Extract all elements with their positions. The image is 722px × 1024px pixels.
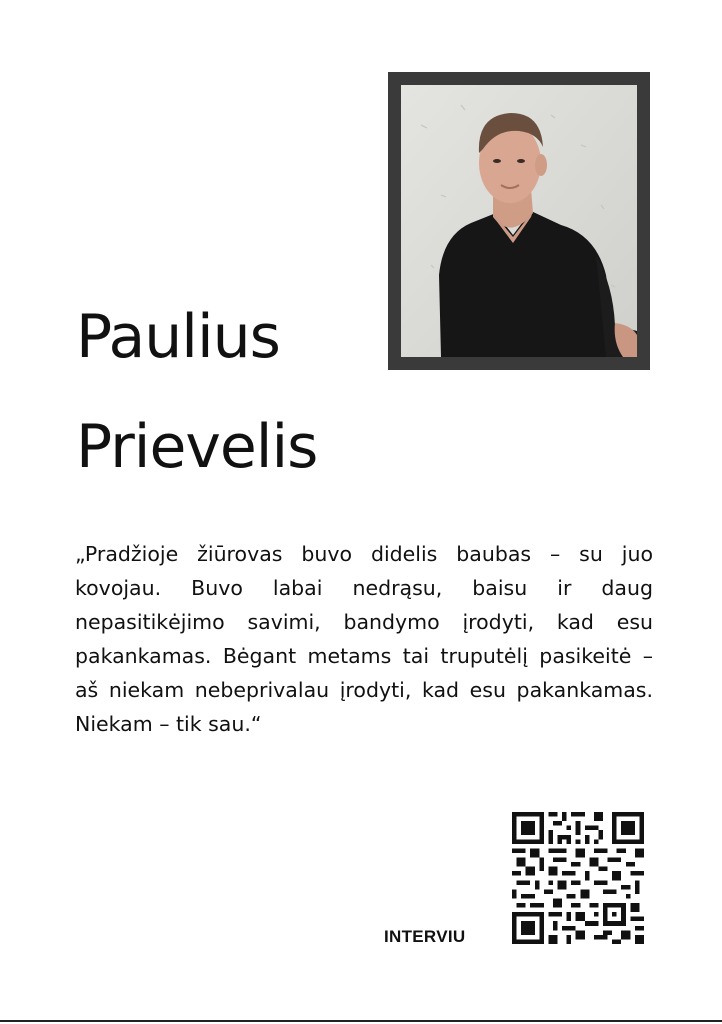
interview-label: INTERVIU	[384, 927, 466, 946]
person-first-name: Paulius	[76, 302, 280, 372]
qr-code-icon[interactable]	[512, 812, 644, 944]
portrait-frame	[388, 72, 650, 370]
person-name	[76, 282, 317, 502]
bottom-divider	[0, 1020, 722, 1022]
interview-quote: „Pradžioje žiūrovas buvo didelis baubas – su juo kovojau. Buvo labai nedrąsu, baisu ir daug nepasitikėjimo savimi, bandymo įrodyti, kad esu pakankamas. Bėgant metams tai truputėlį pasikeitė – aš niekam nebeprivalau įrodyti, kad esu pakankamas. Niekam – tik sau.“	[75, 542, 653, 736]
person-last-name: Prievelis	[76, 412, 318, 482]
portrait-photo	[401, 85, 637, 357]
